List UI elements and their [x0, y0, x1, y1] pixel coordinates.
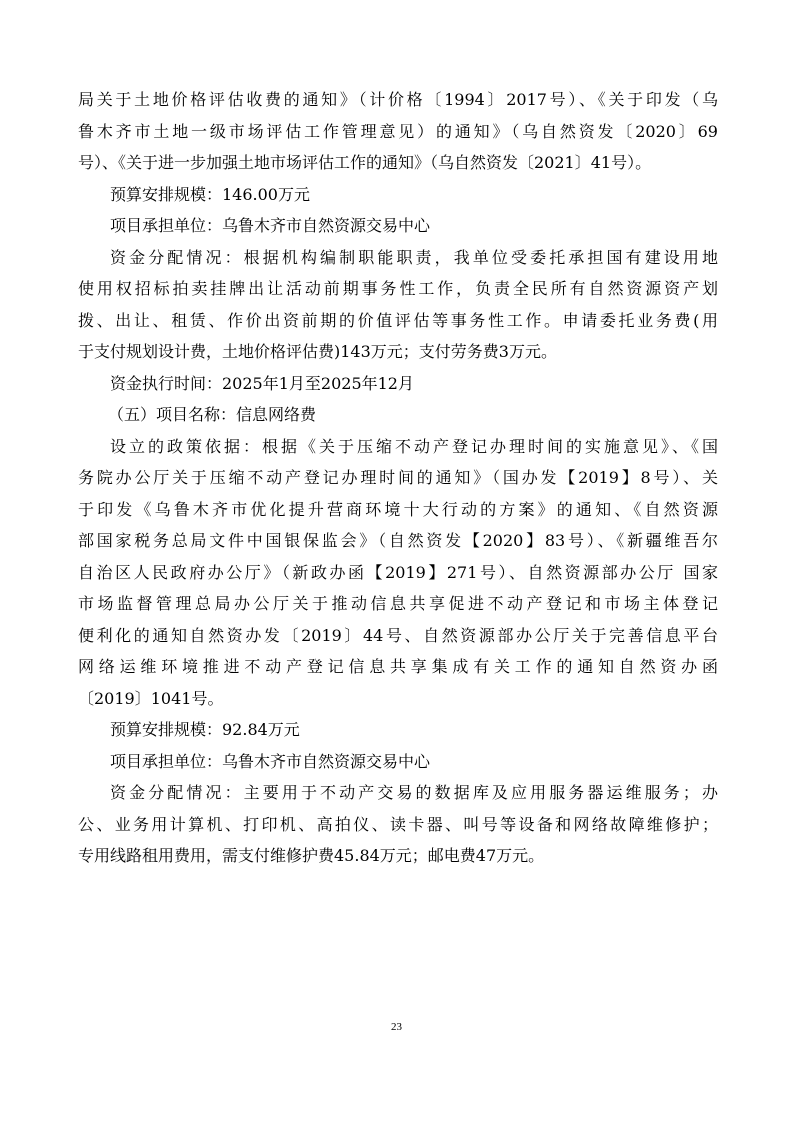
- paragraph-line: 自治区人民政府办公厅》（新政办函【2019】271号）、自然资源部办公厅 国家: [78, 562, 718, 582]
- paragraph-line: 专用线路租用费用，需支付维修护费45.84万元；邮电费47万元。: [78, 846, 545, 865]
- paragraph-line: 于印发《乌鲁木齐市优化提升营商环境十大行动的方案》的通知、《自然资源: [78, 499, 718, 519]
- paragraph-line: 资金分配情况：主要用于不动产交易的数据库及应用服务器运维服务；办: [110, 783, 718, 802]
- paragraph-line: 局关于土地价格评估收费的通知》（计价格〔1994〕2017号）、《关于印发（乌: [78, 90, 718, 109]
- paragraph-line: 市场监督管理总局办公厅关于推动信息共享促进不动产登记和市场主体登记: [78, 594, 718, 613]
- paragraph-line: 〔2019〕1041号。: [78, 688, 224, 708]
- execution-time-line: 资金执行时间：2025年1月至2025年12月: [110, 373, 414, 393]
- paragraph-line: 于支付规划设计费，土地价格评估费)143万元；支付劳务费3万元。: [78, 342, 557, 361]
- paragraph-line: 便利化的通知自然资办发〔2019〕44号、自然资源部办公厅关于完善信息平台: [78, 625, 718, 645]
- paragraph-line: 务院办公厅关于压缩不动产登记办理时间的通知》（国办发【2019】8号）、关: [78, 468, 718, 487]
- paragraph-line: 鲁木齐市土地一级市场评估工作管理意见）的通知》（乌自然资发〔2020〕69: [78, 121, 718, 141]
- paragraph-line: 网络运维环境推进不动产登记信息共享集成有关工作的通知自然资办函: [78, 657, 718, 676]
- undertaking-unit-line: 项目承担单位：乌鲁木齐市自然资源交易中心: [110, 216, 431, 235]
- paragraph-line: 公、业务用计算机、打印机、高拍仪、读卡器、叫号等设备和网络故障维修护；: [78, 814, 718, 834]
- paragraph-line: 拨、出让、租赁、作价出资前期的价值评估等事务性工作。申请委托业务费(用: [78, 310, 718, 330]
- page-number: 23: [391, 1021, 402, 1033]
- section-heading: （五）项目名称：信息网络费: [108, 405, 317, 424]
- budget-scale-line: 预算安排规模：92.84万元: [110, 720, 300, 739]
- undertaking-unit-line: 项目承担单位：乌鲁木齐市自然资源交易中心: [110, 751, 431, 771]
- paragraph-line: 部国家税务总局文件中国银保监会》（自然资发【2020】83号）、《新疆维吾尔: [78, 531, 718, 550]
- paragraph-line: 设立的政策依据：根据《关于压缩不动产登记办理时间的实施意见》、《国: [110, 436, 718, 456]
- budget-scale-line: 预算安排规模：146.00万元: [110, 184, 310, 204]
- paragraph-line: 使用权招标拍卖挂牌出让活动前期事务性工作，负责全民所有自然资源资产划: [78, 279, 718, 298]
- paragraph-line: 资金分配情况：根据机构编制职能职责，我单位受委托承担国有建设用地: [110, 247, 718, 267]
- paragraph-line: 号）、《关于进一步加强土地市场评估工作的通知》（乌自然资发〔2021〕41号）。: [78, 153, 652, 172]
- document-body: [78, 84, 718, 872]
